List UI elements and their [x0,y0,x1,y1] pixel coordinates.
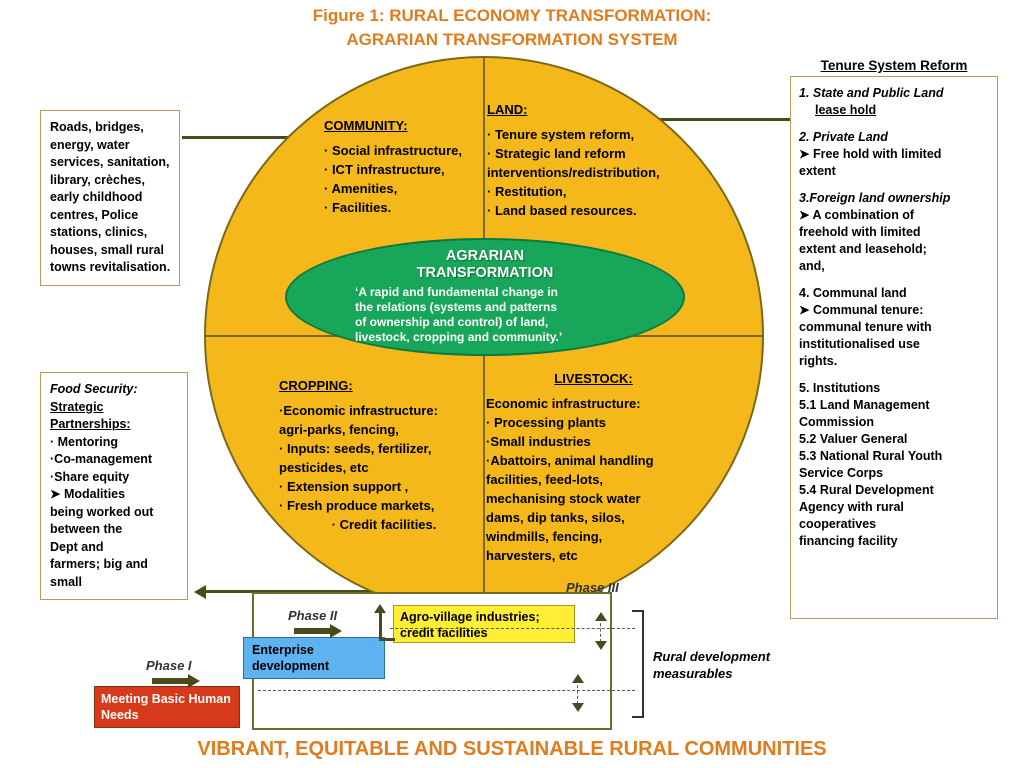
quadrant-community [324,116,504,217]
page-title-line1: Figure 1: RURAL ECONOMY TRANSFORMATION: [312,6,712,25]
tenure-0-line-0: 1. State and Public Land [799,86,944,100]
food-security-item-6: Dept and [50,539,104,554]
food-security-title: Food Security: [50,382,138,396]
food-security-item-0: · Mentoring [50,434,119,449]
footer-text: VIBRANT, EQUITABLE AND SUSTAINABLE RURAL COMMUNITIES [197,738,827,760]
tenure-0-line-1: lease hold [815,103,877,117]
core-body-1: the relations (systems and patterns [355,300,558,314]
phase-3-label: Phase III [566,580,619,595]
tenure-block-4 [799,380,989,550]
tenure-3-line-0: 4. Communal land [799,286,907,300]
tenure-block-0 [799,85,989,119]
food-security-sub1: Strategic [50,399,104,414]
livestock-item-8: harvesters, etc [486,548,578,563]
core-body-2: of ownership and control) of land, [355,315,549,329]
food-security-item-1: ·Co-management [50,452,153,466]
vdash-2 [577,680,578,704]
livestock-item-2: ·Small industries [486,434,591,449]
arrow-phase3-base [379,638,395,641]
phase-1-label: Phase I [146,658,192,673]
land-item-3: · Restitution, [487,184,567,199]
cropping-item-0: ·Economic infrastructure: [279,403,438,418]
agro-village-label: Agro-village industries; credit facilities [400,610,540,640]
core-title-line2: TRANSFORMATION [416,265,554,281]
measurables-bracket [632,610,644,718]
food-security-item-8: small [50,574,82,589]
community-item-1: · ICT infrastructure, [324,162,445,177]
cropping-item-6: · Credit facilities. [331,517,437,532]
infrastructure-text: Roads, bridges, energy, water services, sanitation, library, crèches, early childhood centres, Police stations, clinics, houses, small rural towns revitalisation. [50,120,171,274]
arrow-phase2 [294,628,332,634]
rural-development-measurables-label: Rural development measurables [653,649,771,681]
tenure-3-line-3: institutionalised use [799,337,920,351]
phase-2-label: Phase II [288,608,338,623]
cropping-heading: CROPPING: [279,378,353,393]
tenure-2-line-4: and, [799,259,825,273]
cropping-item-3: pesticides, etc [279,460,369,475]
arrow-head-phase3 [374,604,386,613]
tenure-4-line-5: Service Corps [799,466,884,480]
livestock-item-3: ·Abattoirs, animal handling [486,453,654,468]
tenure-2-line-3: extent and leasehold; [799,242,927,256]
livestock-item-1: · Processing plants [486,415,606,430]
food-security-box [40,372,188,600]
meeting-basic-human-needs-box [94,686,240,728]
quadrant-livestock [486,369,701,565]
land-item-2: interventions/redistribution, [487,165,660,180]
agrarian-transformation-circle [204,56,764,616]
cropping-item-2: · Inputs: seeds, fertilizer, [279,441,432,456]
tenure-block-1 [799,129,989,180]
tenure-3-line-1: ➤ Communal tenure: [799,303,924,317]
food-security-sub2: Partnerships: [50,417,131,431]
tenure-2-line-2: freehold with limited [799,225,921,239]
livestock-heading: LIVESTOCK: [554,371,633,386]
tenure-1-line-1: ➤ Free hold with limited [799,147,942,161]
basic-needs-label: Meeting Basic Human Needs [101,692,231,722]
tenure-panel-title: Tenure System Reform [820,58,968,73]
enterprise-development-box [243,637,385,679]
community-item-3: · Facilities. [324,200,392,215]
food-security-item-3: ➤ Modalities [50,487,126,501]
tenure-4-line-1: 5.1 Land Management [799,398,930,412]
tenure-block-2 [799,190,989,275]
livestock-item-5: mechanising stock water [486,491,641,506]
agrarian-transformation-core [285,238,685,356]
arrow-head-phase2 [330,624,342,638]
land-heading: LAND: [487,102,528,117]
tenure-4-line-0: 5. Institutions [799,381,881,395]
quadrant-land [487,100,717,220]
arrow-phase3-stem [379,611,382,641]
vdash-2-head-down [572,703,584,712]
core-title-line1: AGRARIAN [445,248,525,264]
arrow-phase1 [152,678,190,684]
land-item-1: · Strategic land reform [487,146,626,161]
community-item-0: · Social infrastructure, [324,143,462,158]
community-item-2: · Amenities, [324,181,398,196]
community-heading: COMMUNITY: [324,118,408,133]
vdash-1 [600,618,601,642]
tenure-1-line-2: extent [799,164,836,178]
vdash-1-head-up [595,612,607,621]
land-item-0: · Tenure system reform, [487,127,635,142]
food-security-item-2: ·Share equity [50,469,130,484]
cropping-item-1: agri-parks, fencing, [279,422,399,437]
tenure-4-line-2: Commission [799,415,875,429]
tenure-4-line-8: cooperatives [799,517,877,531]
tenure-4-line-6: 5.4 Rural Development [799,483,934,497]
food-security-item-7: farmers; big and [50,557,148,571]
tenure-2-line-0: 3.Foreign land ownership [799,191,951,205]
infrastructure-box [40,110,180,286]
tenure-4-line-3: 5.2 Valuer General [799,432,908,446]
tenure-panel [790,76,998,619]
agro-village-industries-box [393,605,575,643]
livestock-item-0: Economic infrastructure: [486,396,641,411]
tenure-4-line-7: Agency with rural [799,500,904,514]
page-title [0,4,1024,52]
tenure-2-line-1: ➤ A combination of [799,208,915,222]
tenure-4-line-4: 5.3 National Rural Youth [799,449,943,463]
land-item-4: · Land based resources. [487,203,637,218]
enterprise-label: Enterprise development [252,643,330,673]
livestock-item-6: dams, dip tanks, silos, [486,510,625,525]
tenure-block-3 [799,285,989,370]
cropping-item-4: · Extension support , [279,479,409,494]
livestock-item-4: facilities, feed-lots, [486,472,604,487]
dashed-line-upper [390,628,635,629]
core-body-0: ‘A rapid and fundamental change in [355,285,558,299]
food-security-item-5: between the [50,522,123,536]
tenure-3-line-2: communal tenure with [799,320,932,334]
food-security-item-4: being worked out [50,504,154,519]
quadrant-cropping [279,376,489,534]
arrow-head-phase1 [188,674,200,688]
tenure-1-line-0: 2. Private Land [799,130,888,144]
vdash-2-head-up [572,674,584,683]
core-body-3: livestock, cropping and community.’ [355,330,563,344]
vdash-1-head-down [595,641,607,650]
cropping-item-5: · Fresh produce markets, [279,498,435,513]
dashed-line-lower [258,690,635,691]
tenure-4-line-9: financing facility [799,534,898,548]
livestock-item-7: windmills, fencing, [486,529,603,544]
page-title-line2: AGRARIAN TRANSFORMATION SYSTEM [346,30,678,49]
tenure-3-line-4: rights. [799,354,838,368]
